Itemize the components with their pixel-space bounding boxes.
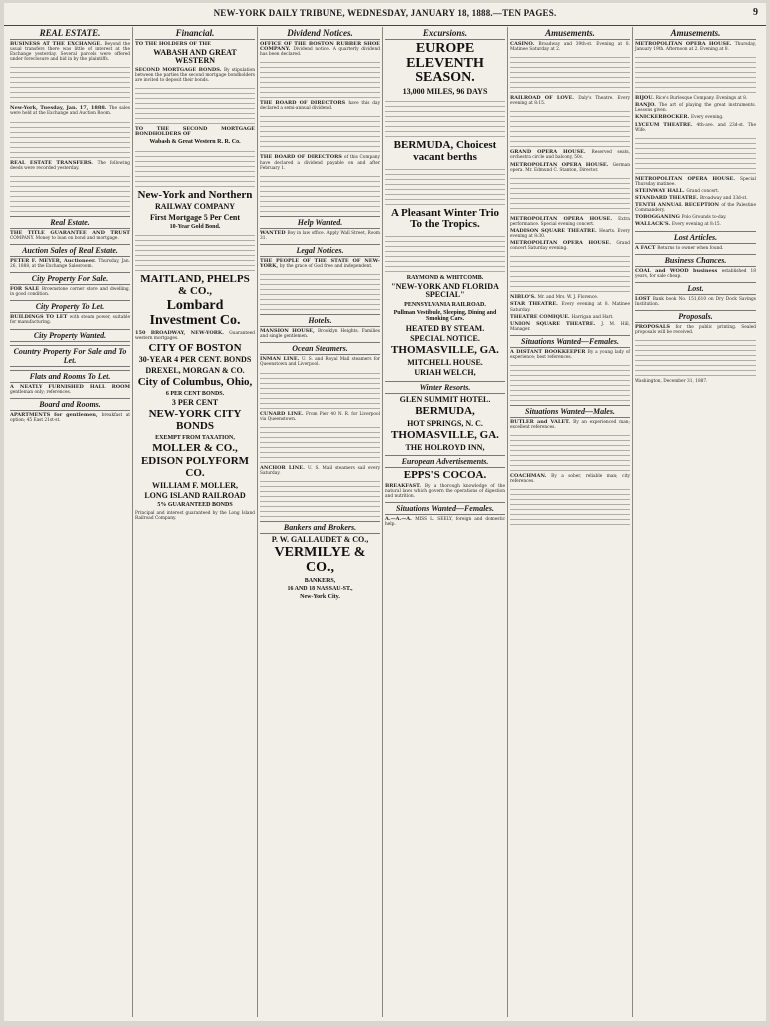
display-ad-line: THOMASVILLE, GA. <box>391 344 499 357</box>
notice-lead: ANCHOR LINE. <box>260 464 309 471</box>
column-heading: Financial. <box>135 28 255 40</box>
notice-lead: UNION SQUARE THEATRE. <box>510 320 602 327</box>
notice-text: Boy in law office. Apply Wall Street, Room 31. <box>260 230 380 241</box>
display-ad-line: 10-Year Gold Bond. <box>169 223 221 230</box>
section-heading: City Property To Let. <box>10 300 130 313</box>
section-heading: Lost. <box>635 282 756 295</box>
display-ad-line: NEW-YORK CITY BONDS <box>148 408 242 433</box>
notice-text: Special Thursday matinee. <box>635 176 756 187</box>
notice-lead: STANDARD THEATRE. <box>635 195 700 202</box>
notice-lead: OFFICE OF THE BOSTON RUBBER SHOE COMPANY. <box>260 41 380 53</box>
notice-text: The sales were held at the Exchange and Auction Room. <box>10 106 130 117</box>
section-heading: Real Estate. <box>10 216 130 229</box>
notice-text: of this Company have declared a dividend payable on and after February 1. <box>260 155 380 171</box>
display-ad-line: PENNSYLVANIA RAILROAD. <box>404 301 486 308</box>
notice-lead: THE BOARD OF DIRECTORS <box>260 100 349 107</box>
display-ad-line: Lombard Investment Co. <box>149 298 241 329</box>
notice-item <box>135 42 255 47</box>
body-text-block <box>635 54 756 94</box>
section-heading: European Advertisements. <box>385 455 505 468</box>
notice-item <box>510 302 630 312</box>
section-heading: Legal Notices. <box>260 244 380 257</box>
notice-item <box>10 42 130 62</box>
body-text-block <box>510 54 630 94</box>
notice-text: German opera. Mr. Edmund C. Stanton, Director. <box>510 162 630 173</box>
notice-lead: 150 BROADWAY, NEW-YORK. <box>135 329 230 336</box>
body-text-block <box>635 135 756 175</box>
notice-text: Hearts. Every evening at 8:30. <box>510 228 630 240</box>
section-heading: Situations Wanted—Females. <box>385 502 505 515</box>
notice-lead: STEINWAY HALL. <box>635 187 687 194</box>
section-heading: Ocean Steamers. <box>260 342 380 355</box>
notice-lead: MANSION HOUSE, <box>260 328 318 335</box>
notice-lead: RAILROAD OF LOVE. <box>510 95 579 102</box>
notice-text: Beyond the usual transfers there was little of interest at the Exchange yesterday. Several parcels were offered under foreclosure and bid in by the plaintiffs. <box>10 42 130 63</box>
notice-lead: THEATRE COMIQUE. <box>510 313 572 320</box>
notice-lead: A NEATLY FURNISHED HALL ROOM <box>10 383 130 390</box>
notice-lead: LOST <box>635 295 653 302</box>
notice-item <box>10 287 130 297</box>
notice-text: of the Palestine Commandery. <box>635 203 756 214</box>
notice-text: Broadway and 33d-st. <box>700 196 748 202</box>
display-ad-line: EDISON POLYFORM CO. <box>140 455 250 479</box>
notice-lead: LYCEUM THEATRE. <box>635 121 697 128</box>
display-ad-line: Wabash & Great Western R. R. Co. <box>149 139 241 146</box>
display-ad-line: THOMASVILLE, GA. <box>391 429 499 442</box>
section-heading: Proposals. <box>635 310 756 323</box>
notice-lead: METROPOLITAN OPERA HOUSE. <box>635 41 735 47</box>
notice-item <box>635 96 756 101</box>
notice-text: Reserved seats, orchestra circle and balcony, 50c. <box>510 150 631 161</box>
notice-item <box>135 331 255 341</box>
notice-item <box>635 325 756 335</box>
notice-item <box>510 163 630 173</box>
notice-item <box>635 215 756 220</box>
notice-lead: A FACT <box>635 244 658 251</box>
notice-item <box>510 350 630 360</box>
column-heading: Amusements. <box>510 28 630 40</box>
notice-text: Extra performance. Special evening concert. <box>510 216 630 227</box>
body-text-block <box>635 337 756 377</box>
display-ad-line: WILLIAM F. MOLLER, <box>152 480 238 490</box>
notice-text: Broadway and 39th-st. Evening at 8. Matinee Saturday at 2. <box>510 42 630 53</box>
notice-lead: GRAND OPERA HOUSE. <box>510 149 592 156</box>
body-text-block <box>510 432 630 472</box>
notice-item <box>635 123 756 133</box>
notice-text: Grand concert Saturday evening. <box>510 241 630 252</box>
display-ad-line: SPECIAL NOTICE. <box>410 334 480 343</box>
display-ad-line: "NEW-YORK AND FLORIDA SPECIAL" <box>391 281 499 300</box>
notice-text: By a young lady of experience; best references. <box>510 349 630 360</box>
body-text-block <box>260 113 380 153</box>
notice-lead: FOR SALE <box>10 286 42 293</box>
notice-item <box>510 217 630 227</box>
notice-lead: MADISON SQUARE THEATRE. <box>510 227 600 234</box>
body-text-block <box>135 85 255 125</box>
notice-lead: New-York, Tuesday, Jan. 17, 1888. <box>10 105 109 112</box>
display-ad-line: 16 AND 18 NASSAU-ST., <box>287 585 353 592</box>
body-text-block <box>135 148 255 188</box>
notice-text: Harrigan and Hart. <box>571 314 614 320</box>
notice-item <box>260 101 380 111</box>
display-ad-line: WABASH AND GREAT WESTERN <box>153 48 237 66</box>
body-text-block <box>260 59 380 99</box>
notice-lead: STAR THEATRE. <box>510 301 562 308</box>
display-ad-line: New-York and Northern <box>137 188 253 201</box>
section-heading: Winter Resorts. <box>385 381 505 394</box>
masthead-title: NEW-YORK DAILY TRIBUNE, WEDNESDAY, JANUARY 18, 1888.—TEN PAGES. <box>213 8 557 18</box>
body-text-block <box>260 370 380 410</box>
column-1 <box>8 27 133 1017</box>
notice-lead: APARTMENTS for gentlemen, <box>10 411 102 418</box>
notice-text: U. S. and Royal Mail steamers for Queenstown and Liverpool. <box>260 357 380 368</box>
display-ad-line: LONG ISLAND RAILROAD <box>144 490 246 500</box>
section-heading: Hotels. <box>260 314 380 327</box>
page-number: 9 <box>753 7 758 18</box>
notice-item <box>635 42 756 52</box>
notice-text: The art of playing the great instruments. Lessons given. <box>635 103 756 114</box>
display-ad-line: 30-YEAR 4 PER CENT. BONDS <box>138 355 252 365</box>
notice-text: Dividend notice. A quarterly dividend has been declared. <box>260 47 380 58</box>
body-text-block <box>510 362 630 402</box>
notice-item <box>510 241 630 251</box>
display-ad-line: CITY OF BOSTON <box>148 341 242 354</box>
notice-text: MISS L. SEELY, foreign and domestic help. <box>385 516 505 527</box>
notice-lead: A DISTANT BOOKKEEPER <box>510 348 588 355</box>
notice-text: J. M. Hill, Manager. <box>510 321 630 332</box>
body-text-block <box>260 173 380 213</box>
newspaper-page <box>4 3 766 1021</box>
notice-item <box>510 229 630 239</box>
column-heading: Dividend Notices. <box>260 28 380 40</box>
display-ad-line: City of Columbus, Ohio, <box>137 376 253 389</box>
body-text-block <box>510 175 630 215</box>
notice-lead: CASINO. <box>510 41 539 47</box>
section-heading: Board and Rooms. <box>10 398 130 411</box>
notice-text: Grand concert. <box>686 188 720 194</box>
section-heading: Flats and Rooms To Let. <box>10 370 130 383</box>
section-heading: Situations Wanted—Males. <box>510 405 630 418</box>
section-heading: City Property For Sale. <box>10 272 130 285</box>
notice-lead: TENTH ANNUAL RECEPTION <box>635 202 722 209</box>
column-heading: Amusements. <box>635 28 756 40</box>
notice-text: By stipulation between the parties the second mortgage bondholders are invited to deposit their bonds. <box>135 67 255 84</box>
display-ad-line: RAILWAY COMPANY <box>154 202 236 212</box>
display-ad-line: P. W. GALLAUDET & CO., <box>271 534 369 544</box>
notice-item <box>635 379 756 384</box>
notice-lead: NIBLO'S. <box>510 294 538 301</box>
notice-item <box>635 196 756 201</box>
body-text-block <box>385 166 505 206</box>
notice-item <box>260 466 380 476</box>
body-text-block <box>135 232 255 272</box>
notice-item <box>135 68 255 83</box>
notice-item <box>635 189 756 194</box>
body-text-block <box>10 119 130 159</box>
body-text-block <box>510 486 630 526</box>
notice-item <box>135 511 255 521</box>
notice-item <box>10 259 130 269</box>
notice-lead: TOBOGGANING <box>635 214 682 221</box>
notice-text: with steam power, suitable for manufacturing. <box>10 315 130 326</box>
notice-lead: BANJO. <box>635 102 659 109</box>
section-heading: Help Wanted. <box>260 216 380 229</box>
notice-lead: WALLACK'S. <box>635 221 672 228</box>
display-ad-line: THE HOLROYD INN, <box>405 442 485 452</box>
notice-item <box>260 42 380 57</box>
notice-item <box>10 413 130 423</box>
notice-lead: THE BOARD OF DIRECTORS <box>260 154 344 161</box>
notice-lead: METROPOLITAN OPERA HOUSE. <box>510 215 619 222</box>
notice-item <box>635 246 756 251</box>
column-heading: Excursions. <box>385 28 505 40</box>
display-ad-line: 3 PER CENT <box>171 398 219 408</box>
display-ad-line: HEATED BY STEAM. <box>405 323 485 333</box>
notice-lead: BUSINESS AT THE EXCHANGE. <box>10 41 105 47</box>
section-heading: Country Property For Sale and To Let. <box>10 345 130 367</box>
notice-item <box>10 161 130 171</box>
body-text-block <box>510 108 630 148</box>
notice-lead: BREAKFAST. <box>385 482 425 489</box>
display-ad-line: GLEN SUMMIT HOTEL. <box>399 394 491 404</box>
notice-text: Principal and interest guaranteed by the Long Island Railroad Company. <box>135 510 255 521</box>
notice-item <box>510 42 630 52</box>
notice-text: From Pier 40 N. R. for Liverpool via Queenstown. <box>260 411 380 422</box>
column-4 <box>383 27 508 1017</box>
notice-text: Every evening. <box>691 115 724 121</box>
notice-lead: PETER F. MEYER, Auctioneer. <box>10 257 99 264</box>
columns-container <box>8 27 762 1017</box>
notice-text: Returns to owner when found. <box>657 245 724 251</box>
notice-item <box>510 96 630 106</box>
notice-text: Bank book No. 151,610 on Dry Dock Savings Institution. <box>635 296 756 307</box>
notice-item <box>260 259 380 269</box>
notice-item <box>260 231 380 241</box>
section-heading: Auction Sales of Real Estate. <box>10 244 130 257</box>
display-ad-line: First Mortgage 5 Per Cent <box>149 212 241 222</box>
column-heading: REAL ESTATE. <box>10 28 130 40</box>
body-text-block <box>385 98 505 138</box>
section-heading: Situations Wanted—Females. <box>510 335 630 348</box>
column-2 <box>133 27 258 1017</box>
notice-item <box>635 297 756 307</box>
column-6 <box>633 27 758 1017</box>
notice-item <box>635 177 756 187</box>
display-ad-line: A Pleasant Winter Trio To the Tropics. <box>390 206 500 231</box>
display-ad-line: EPPS'S COCOA. <box>403 468 487 481</box>
notice-lead: PROPOSALS <box>635 323 676 330</box>
display-ad-line: BANKERS, <box>304 577 336 584</box>
notice-item <box>635 269 756 279</box>
body-text-block <box>510 253 630 293</box>
notice-lead: THE PEOPLE OF THE STATE OF NEW-YORK, <box>260 257 380 270</box>
notice-text: established 18 years, for sale cheap. <box>635 268 756 279</box>
notice-item <box>510 150 630 160</box>
notice-text: COMPANY. Money to loan on bond and mortgage. <box>10 235 119 241</box>
body-text-block <box>385 233 505 273</box>
notice-item <box>510 420 630 430</box>
notice-text: U. S. Mail steamers sail every Saturday. <box>260 465 380 476</box>
display-ad-line: DREXEL, MORGAN & CO. <box>145 365 245 375</box>
notice-text: for the public printing. Sealed proposals will be received. <box>635 324 756 336</box>
notice-lead: BIJOU. <box>635 95 656 102</box>
notice-text: breakfast at option; 45 East 21st-st. <box>10 412 130 423</box>
display-ad-line: 13,000 MILES, 96 DAYS <box>402 87 488 97</box>
body-text-block <box>10 64 130 104</box>
notice-text: Brownstone corner store and dwelling, in good condition. <box>10 287 131 298</box>
notice-lead: COAL and WOOD business <box>635 267 722 274</box>
notice-text: Guaranteed western mortgages. <box>135 330 255 341</box>
body-text-block <box>260 424 380 464</box>
display-ad-line: BERMUDA, Choicest vacant berths <box>393 139 497 163</box>
notice-item <box>135 127 255 137</box>
section-heading: Business Chances. <box>635 254 756 267</box>
display-ad-line: VERMILYE & CO., <box>274 545 366 575</box>
column-5 <box>508 27 633 1017</box>
display-ad-line: BERMUDA, <box>415 405 475 418</box>
notice-lead: COACHMAN. <box>510 473 552 480</box>
notice-text: Washington, December 31, 1887. <box>635 379 708 385</box>
notice-lead: BUTLER and VALET. <box>510 419 574 426</box>
notice-lead: METROPOLITAN OPERA HOUSE. <box>635 175 741 182</box>
notice-text: Thursday, Jan. 26, 1888, at the Exchange Salesroom. <box>10 258 130 270</box>
notice-item <box>10 231 130 241</box>
notice-text: Mr. and Mrs. W. J. Florence. <box>537 295 599 301</box>
display-ad-line: EXEMPT FROM TAXATION, <box>155 434 235 441</box>
display-ad-line: MAITLAND, PHELPS & CO., <box>140 273 250 297</box>
notice-lead: KNICKERBOCKER. <box>635 114 691 121</box>
notice-lead: SECOND MORTGAGE BONDS. <box>135 66 224 73</box>
body-text-block <box>260 478 380 518</box>
notice-text: Every evening at 8:15. <box>671 222 722 228</box>
display-ad-line: 5% GUARANTEED BONDS <box>157 502 233 509</box>
notice-item <box>10 315 130 325</box>
notice-item <box>510 295 630 300</box>
notice-lead: TO THE HOLDERS OF THE <box>135 41 211 47</box>
notice-item <box>10 385 130 395</box>
notice-lead: TO THE SECOND MORTGAGE BONDHOLDERS OF <box>135 126 255 138</box>
display-ad-line: RAYMOND & WHITCOMB. <box>406 274 484 281</box>
notice-text: Rice's Burlesque Company. Evenings at 8. <box>655 96 748 102</box>
notice-item <box>260 357 380 367</box>
notice-item <box>510 474 630 484</box>
notice-item <box>635 203 756 213</box>
section-heading: Bankers and Brokers. <box>260 521 380 534</box>
notice-lead: METROPOLITAN OPERA HOUSE. <box>510 240 617 247</box>
notice-item <box>510 315 630 320</box>
notice-text: Brooklyn Heights. Families and single gentlemen. <box>260 329 380 340</box>
notice-item <box>260 329 380 339</box>
display-ad-line: EUROPE ELEVENTH SEASON. <box>406 41 484 86</box>
notice-lead: INMAN LINE. <box>260 356 302 363</box>
display-ad-line: HOT SPRINGS, N. C. <box>407 418 483 428</box>
notice-lead: BUILDINGS TO LET <box>10 314 70 321</box>
masthead <box>4 3 766 26</box>
notice-item <box>260 412 380 422</box>
notice-item <box>510 322 630 332</box>
notice-text: By a sober, reliable man; city references. <box>510 474 630 485</box>
notice-text: Polo Grounds to-day. <box>681 215 727 221</box>
notice-text: have this day declared a semi-annual dividend. <box>260 101 380 112</box>
notice-text: By an experienced man; excellent references. <box>510 420 630 431</box>
display-ad-line: URIAH WELCH, <box>414 368 476 378</box>
display-ad-line: MITCHELL HOUSE. <box>407 357 483 367</box>
display-ad-line: New-York City. <box>300 594 340 601</box>
notice-item <box>385 517 505 527</box>
column-3 <box>258 27 383 1017</box>
notice-text: By a thorough knowledge of the natural laws which govern the operations of digestion and nutrition. <box>385 483 505 499</box>
notice-item <box>635 115 756 120</box>
notice-text: 4th-ave. and 23d-st. The Wife. <box>635 122 756 133</box>
notice-text: Daly's Theatre. Every evening at 8:15. <box>510 96 630 107</box>
notice-lead: METROPOLITAN OPERA HOUSE. <box>510 161 613 168</box>
notice-lead: CUNARD LINE. <box>260 410 306 417</box>
notice-text: The following deeds were recorded yesterday. <box>10 160 130 171</box>
notice-item <box>635 222 756 227</box>
notice-lead: REAL ESTATE TRANSFERS. <box>10 159 98 166</box>
notice-item <box>10 106 130 116</box>
notice-lead: A.—A.—A. <box>385 515 416 522</box>
notice-text: by the grace of God free and independent. <box>279 264 373 270</box>
display-ad-line: MOLLER & CO., <box>152 441 238 454</box>
section-heading: Lost Articles. <box>635 231 756 244</box>
display-ad-line: 6 PER CENT BONDS. <box>165 390 225 397</box>
notice-item <box>635 103 756 113</box>
body-text-block <box>260 271 380 311</box>
notice-item <box>385 484 505 499</box>
section-heading: City Property Wanted. <box>10 329 130 342</box>
body-text-block <box>10 173 130 213</box>
notice-text: Thursday, January 19th. Afternoon at 2. Evening at 8. <box>635 42 756 53</box>
notice-lead: WANTED <box>260 229 288 236</box>
notice-lead: THE TITLE GUARANTEE AND TRUST <box>10 229 130 236</box>
notice-item <box>260 155 380 170</box>
notice-text: Every evening at 8. Matinee Saturday. <box>510 302 630 313</box>
notice-text: gentleman only; references. <box>10 389 72 395</box>
display-ad-line: Pullman Vestibule, Sleeping, Dining and Smoking Cars. <box>393 310 497 323</box>
